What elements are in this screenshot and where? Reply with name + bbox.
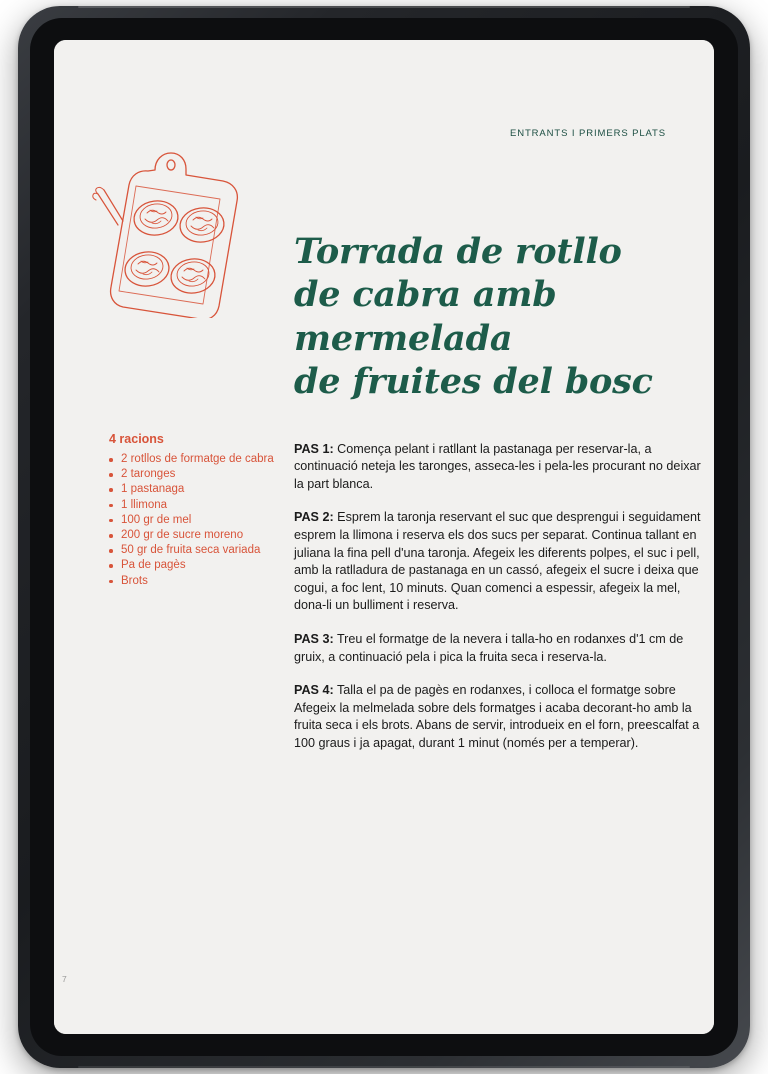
recipe-title <box>294 230 694 404</box>
ingredient-list <box>109 452 289 589</box>
step-label: PAS 3: <box>294 631 334 646</box>
list-item: 200 gr de sucre moreno <box>109 528 289 543</box>
list-item: 50 gr de fruita seca variada <box>109 543 289 558</box>
step-label: PAS 2: <box>294 510 334 525</box>
step-label: PAS 1: <box>294 441 334 456</box>
frame-highlight-top <box>78 6 690 8</box>
step-label: PAS 4: <box>294 683 334 698</box>
servings-label: 4 racions <box>109 432 164 446</box>
step-text: Esprem la taronja reservant el suc que desprengui i seguidament esprem la llimona i reserva els dos sucs per separat. Continua tallant en juliana la fina pell d'una taronja. Afegeix les diferents polpes, el suc i pell, amb la ratlladura de pastanaga en un cassó, afegeix el sucre i deixa que cogui, a foc lent, 10 minuts. Quan comenci a espessir, afegeix la mel, dona-li un bulliment i reserva. <box>294 510 701 613</box>
list-item: 1 pastanaga <box>109 482 289 497</box>
step-paragraph <box>294 509 706 615</box>
preparation-steps <box>294 428 706 769</box>
list-item: Pa de pagès <box>109 558 289 573</box>
step-paragraph <box>294 682 706 752</box>
step-paragraph <box>294 441 706 494</box>
list-item: 1 llimona <box>109 498 289 513</box>
recipe-title-line-1: Torrada de rotllo <box>294 231 622 272</box>
list-item: Brots <box>109 574 289 589</box>
recipe-title-line-2: de cabra amb mermelada <box>294 274 557 359</box>
tablet-device-frame <box>18 6 750 1068</box>
step-text: Treu el formatge de la nevera i talla-ho en rodanxes d'1 cm de gruix, a continuació pela i pica la fruita seca i reserva-la. <box>294 631 684 664</box>
section-kicker: ENTRANTS I PRIMERS PLATS <box>509 128 666 139</box>
frame-highlight-bottom <box>78 1066 690 1068</box>
step-paragraph <box>294 631 706 666</box>
tablet-bezel <box>30 18 738 1056</box>
goat-cheese-toasts-board-illustration <box>92 128 272 318</box>
step-text: Comença pelant i ratllant la pastanaga per reservar-la, a continuació neteja les taronges, asseca-les i pela-les procurant no deixar la part blanca. <box>294 441 701 491</box>
list-item: 2 taronges <box>109 467 289 482</box>
recipe-page <box>54 40 714 1034</box>
tablet-screen <box>54 40 714 1034</box>
list-item: 2 rotllos de formatge de cabra <box>109 452 289 467</box>
step-text: Talla el pa de pagès en rodanxes, i colloca el formatge sobre Afegeix la melmelada sobre dels formatges i acaba decorant-ho amb la fruita seca i els brots. Abans de servir, introdueix en el forn, preescalfat a 100 graus i ja apagat, durant 1 minut (només per a temperar). <box>294 683 700 750</box>
page-number: 7 <box>62 974 67 984</box>
ingredients-section <box>109 432 289 589</box>
recipe-title-line-3: de fruites del bosc <box>294 361 653 403</box>
list-item: 100 gr de mel <box>109 513 289 528</box>
